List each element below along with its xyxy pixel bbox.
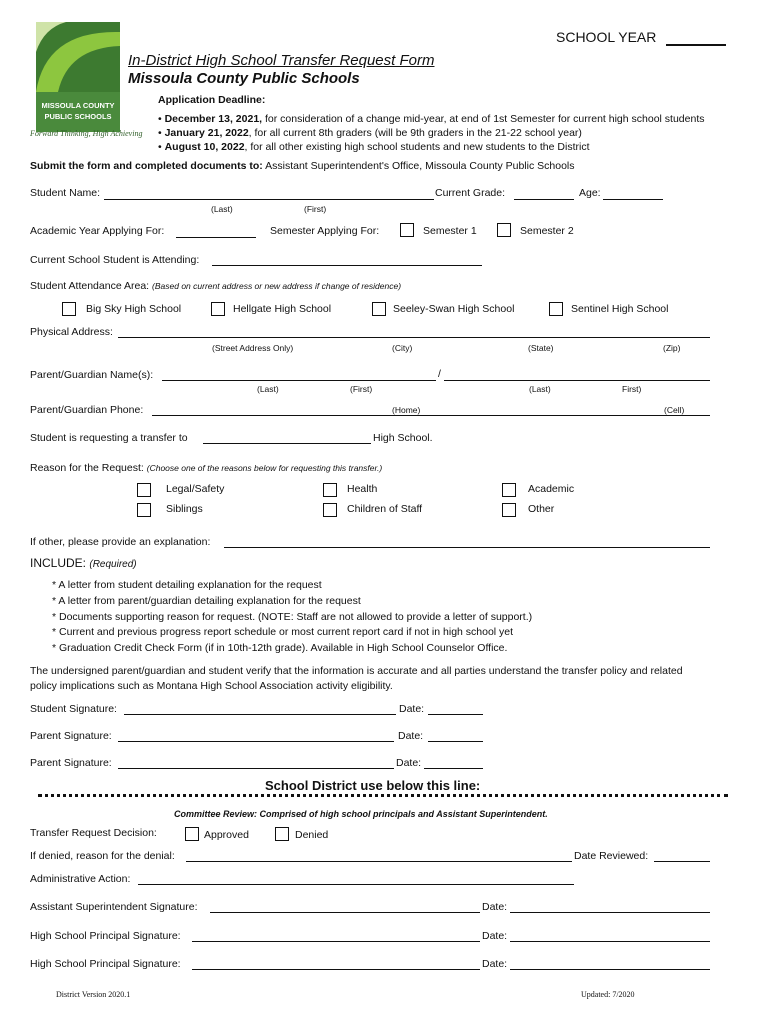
approved-label: Approved [204,829,249,841]
principal-signature-label-1: High School Principal Signature: [30,930,181,942]
transfer-suffix: High School. [373,432,433,444]
academic-checkbox[interactable] [502,483,516,497]
student-date-field[interactable] [428,714,483,715]
logo-name-box [36,92,120,132]
principal-signature-field-1[interactable] [192,941,480,942]
cell-hint: (Cell) [664,405,685,415]
guardian-name-label: Parent/Guardian Name(s): [30,369,154,381]
semester-2-label: Semester 2 [520,225,574,237]
footer-version: District Version 2020.1 [56,990,131,999]
parent-signature-label-1: Parent Signature: [30,730,112,742]
attendance-area [30,280,401,292]
committee-note: Committee Review: Comprised of high school principals and Assistant Superintendent. [174,809,548,819]
guardian-last-hint-1: (Last) [257,384,279,394]
decision-label: Transfer Request Decision: [30,827,157,839]
academic-year-label: Academic Year Applying For: [30,225,165,237]
guardian-name-field-2[interactable] [444,380,710,381]
first-hint: (First) [304,204,327,214]
parent-signature-field-2[interactable] [118,768,394,769]
transfer-school-field[interactable] [203,443,371,444]
include-required: (Required) [89,559,137,570]
attendance-label: Student Attendance Area: [30,280,150,292]
age-field[interactable] [603,199,663,200]
asst-date-field[interactable] [510,912,710,913]
guardian-slash: / [438,368,441,380]
asst-date-label: Date: [482,901,508,913]
denial-reason-field[interactable] [186,861,572,862]
principal-signature-field-2[interactable] [192,969,480,970]
include-item: * Current and previous progress report schedule or most current report card if not in high school yet [52,626,514,638]
include-item: * A letter from student detailing explanation for the request [52,579,322,591]
district-logo [36,22,120,142]
street-hint: (Street Address Only) [212,343,294,353]
siblings-label: Siblings [166,503,203,515]
guardian-first-hint-2: First) [622,384,642,394]
include-item: * Documents supporting reason for request. (NOTE: Staff are not allowed to provide a letter of support.) [52,611,533,623]
grade-label: Current Grade: [435,187,506,199]
submit-text: Assistant Superintendent's Office, Missoula County Public Schools [262,160,575,172]
semester-label: Semester Applying For: [270,225,380,237]
principal-date-label-1: Date: [482,930,508,942]
siblings-checkbox[interactable] [137,503,151,517]
denied-label: Denied [295,829,329,841]
dotted-divider [38,794,728,797]
other-label: Other [528,503,555,515]
submit-label: Submit the form and completed documents to: [30,160,263,172]
reason-heading [30,462,382,474]
footer-updated: Updated: 7/2020 [581,990,635,999]
children-of-staff-checkbox[interactable] [323,503,337,517]
guardian-phone-label: Parent/Guardian Phone: [30,404,144,416]
date-reviewed-field[interactable] [654,861,710,862]
logo-tagline: Forward Thinking, High Achieving [30,129,143,138]
guardian-first-hint-1: (First) [350,384,373,394]
deadline-item: • December 13, 2021, for consideration of a change mid-year, at end of 1st Semester for current high school students [158,113,705,125]
address-label: Physical Address: [30,326,113,338]
student-date-label: Date: [399,703,425,715]
include-item: * A letter from parent/guardian detailing explanation for the request [52,595,361,607]
include-label: INCLUDE: [30,556,87,570]
semester-1-checkbox[interactable] [400,223,414,237]
student-name-label: Student Name: [30,187,101,199]
attendance-hint: (Based on current address or new address if change of residence) [152,281,402,291]
last-hint: (Last) [211,204,233,214]
zip-hint: (Zip) [663,343,681,353]
reason-hint: (Choose one of the reasons below for requesting this transfer.) [146,463,383,473]
verification-line-2: policy implications such as Montana High School Association activity eligibility. [30,680,393,692]
current-school-field[interactable] [212,265,482,266]
guardian-name-field-1[interactable] [162,380,436,381]
seeley-swan-label: Seeley-Swan High School [393,303,515,315]
deadline-text: for consideration of a change mid-year, at end of 1st Semester for current high school students [262,113,705,125]
verification-line-1: The undersigned parent/guardian and student verify that the information is accurate and all parties understand the transfer policy and related [30,665,683,677]
asst-superintendent-signature-field[interactable] [210,912,480,913]
parent-signature-label-2: Parent Signature: [30,757,112,769]
big-sky-label: Big Sky High School [86,303,182,315]
submit-instructions [30,160,575,172]
school-year-field[interactable] [666,44,726,46]
reason-label: Reason for the Request: [30,462,144,474]
parent-signature-field-1[interactable] [118,741,394,742]
current-school-label: Current School Student is Attending: [30,254,200,266]
deadline-date: January 21, 2022 [164,127,249,139]
deadline-date: December 13, 2021, [164,113,263,125]
sentinel-checkbox[interactable] [549,302,563,316]
transfer-prefix: Student is requesting a transfer to [30,432,188,444]
district-use-heading: School District use below this line: [265,778,481,793]
big-sky-checkbox[interactable] [62,302,76,316]
semester-2-checkbox[interactable] [497,223,511,237]
home-hint: (Home) [392,405,421,415]
guardian-last-hint-2: (Last) [529,384,551,394]
explanation-field[interactable] [224,547,710,548]
student-name-field[interactable] [104,199,434,200]
parent-date-field-1[interactable] [428,741,483,742]
deadline-item: • August 10, 2022, for all other existing high school students and new students to the District [158,141,590,153]
logo-name-line1: MISSOULA COUNTY [41,101,115,110]
parent-date-field-2[interactable] [424,768,483,769]
approved-checkbox[interactable] [185,827,199,841]
admin-action-field[interactable] [138,884,574,885]
hellgate-label: Hellgate High School [233,303,332,315]
academic-year-field[interactable] [176,237,256,238]
principal-date-label-2: Date: [482,958,508,970]
admin-action-label: Administrative Action: [30,873,131,885]
deadline-item: • January 21, 2022, for all current 8th graders (will be 9th graders in the 21-22 school year) [158,127,582,139]
children-of-staff-label: Children of Staff [347,503,423,515]
form-title: In-District High School Transfer Request Form [128,52,435,69]
logo-name-line2: PUBLIC SCHOOLS [44,112,112,121]
include-heading [30,556,137,570]
semester-1-label: Semester 1 [423,225,477,237]
seeley-swan-checkbox[interactable] [372,302,386,316]
deadline-text: , for all other existing high school students and new students to the District [244,141,590,153]
asst-superintendent-signature-label: Assistant Superintendent Signature: [30,901,198,913]
academic-label: Academic [528,483,575,495]
age-label: Age: [579,187,601,199]
student-signature-label: Student Signature: [30,703,117,715]
city-hint: (City) [392,343,413,353]
grade-field[interactable] [514,199,574,200]
health-label: Health [347,483,378,495]
denied-checkbox[interactable] [275,827,289,841]
principal-date-field-2[interactable] [510,969,710,970]
deadline-heading: Application Deadline: [158,94,266,106]
guardian-phone-field[interactable] [152,415,710,416]
denial-reason-label: If denied, reason for the denial: [30,850,175,862]
legal-safety-label: Legal/Safety [166,483,225,495]
parent-date-label-2: Date: [396,757,422,769]
other-checkbox[interactable] [502,503,516,517]
principal-signature-label-2: High School Principal Signature: [30,958,181,970]
address-field[interactable] [118,337,710,338]
explanation-label: If other, please provide an explanation: [30,536,211,548]
parent-date-label-1: Date: [398,730,424,742]
deadline-date: August 10, 2022 [164,141,245,153]
principal-date-field-1[interactable] [510,941,710,942]
deadline-text: , for all current 8th graders (will be 9th graders in the 21-22 school year) [248,127,582,139]
logo-graphic [36,22,120,92]
district-title: Missoula County Public Schools [128,70,360,87]
sentinel-label: Sentinel High School [571,303,669,315]
legal-safety-checkbox[interactable] [137,483,151,497]
include-item: * Graduation Credit Check Form (if in 10th-12th grade). Available in High School Counselor Office. [52,642,508,654]
student-signature-field[interactable] [124,714,396,715]
state-hint: (State) [528,343,554,353]
school-year-label: SCHOOL YEAR [556,29,657,45]
health-checkbox[interactable] [323,483,337,497]
date-reviewed-label: Date Reviewed: [574,850,649,862]
hellgate-checkbox[interactable] [211,302,225,316]
